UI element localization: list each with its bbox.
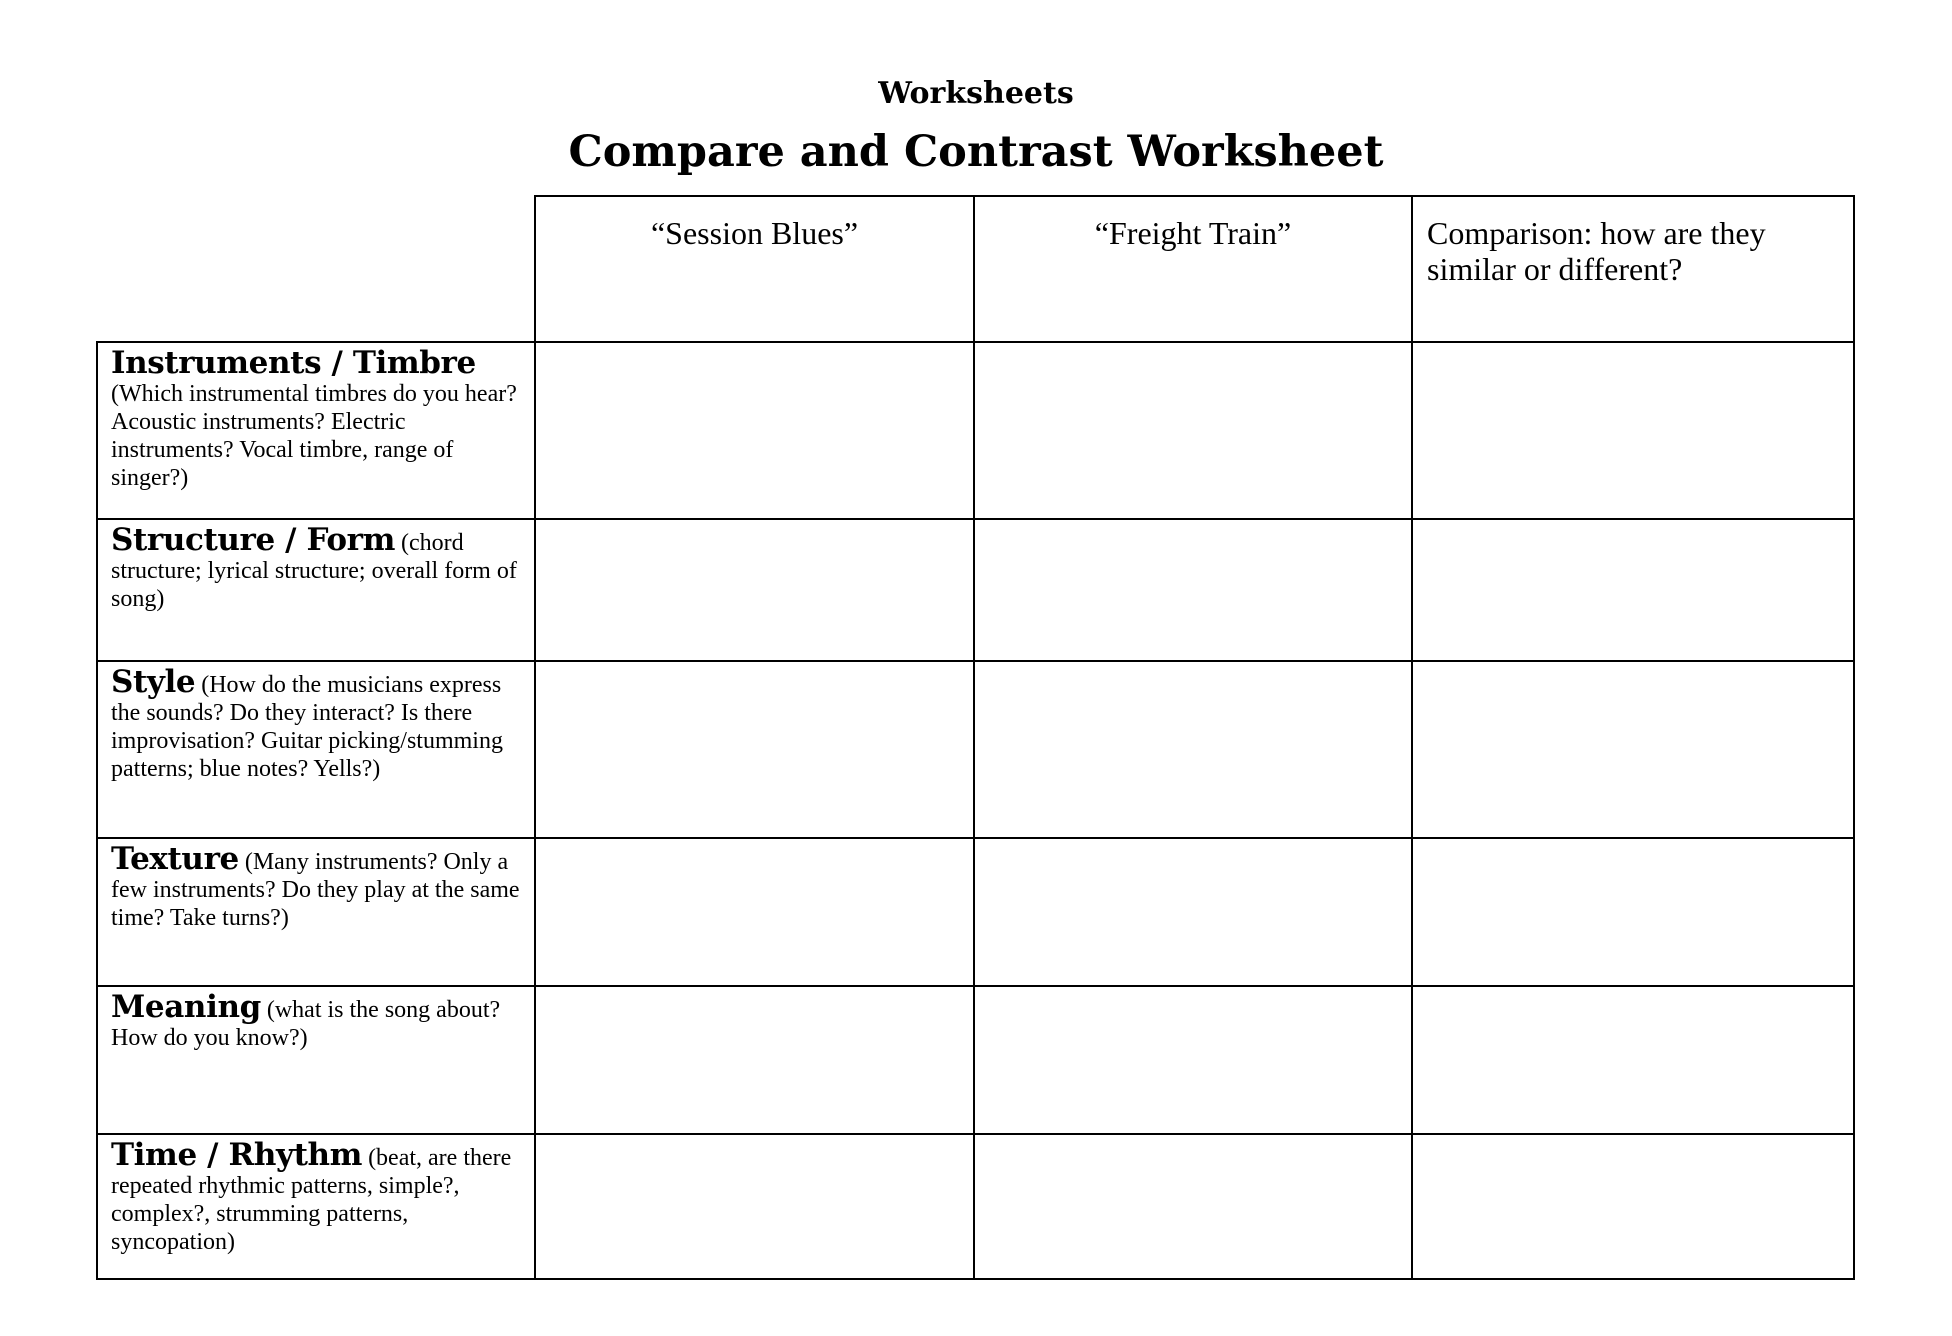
answer-cell-freight-train[interactable] (974, 1134, 1412, 1279)
answer-cell-freight-train[interactable] (974, 519, 1412, 661)
criteria-cell (97, 519, 535, 661)
table-row-time-rhythm (97, 1134, 1854, 1279)
criteria-description: (chord structure; lyrical structure; overall form of song) (111, 530, 517, 612)
criteria-name: Meaning (111, 989, 261, 1025)
compare-contrast-table (96, 195, 1855, 1280)
answer-cell-session-blues[interactable] (535, 986, 974, 1134)
answer-cell-session-blues[interactable] (535, 661, 974, 838)
criteria-name: Time / Rhythm (111, 1137, 363, 1173)
table-row-style (97, 661, 1854, 838)
answer-cell-comparison[interactable] (1412, 838, 1854, 986)
table-row-meaning (97, 986, 1854, 1134)
criteria-cell (97, 986, 535, 1134)
answer-cell-comparison[interactable] (1412, 519, 1854, 661)
column-header-label: Comparison: how are they similar or different? (1427, 215, 1766, 287)
criteria-name: Structure / Form (111, 522, 395, 558)
criteria-description: (How do the musicians express the sounds? Do they interact? Is there improvisation? Guitar picking/stumming patterns; blue notes? Yells?) (111, 672, 503, 782)
answer-cell-comparison[interactable] (1412, 986, 1854, 1134)
answer-cell-freight-train[interactable] (974, 986, 1412, 1134)
criteria-name: Texture (111, 841, 239, 877)
criteria-description: (what is the song about? How do you know?) (111, 997, 501, 1051)
table-row-texture (97, 838, 1854, 986)
empty-corner-cell (97, 196, 535, 342)
answer-cell-session-blues[interactable] (535, 838, 974, 986)
worksheets-header: Worksheets (878, 76, 1074, 111)
criteria-cell (97, 661, 535, 838)
answer-cell-comparison[interactable] (1412, 342, 1854, 519)
answer-cell-comparison[interactable] (1412, 661, 1854, 838)
table-header-row (97, 196, 1854, 342)
criteria-name: Style (111, 664, 196, 700)
answer-cell-freight-train[interactable] (974, 838, 1412, 986)
column-header-label: “Freight Train” (1094, 215, 1292, 251)
criteria-description: (beat, are there repeated rhythmic patterns, simple?, complex?, strumming patterns, syncopation) (111, 1145, 512, 1255)
answer-cell-session-blues[interactable] (535, 1134, 974, 1279)
criteria-cell (97, 838, 535, 986)
column-header-freight-train (974, 196, 1412, 342)
criteria-cell (97, 342, 535, 519)
answer-cell-session-blues[interactable] (535, 519, 974, 661)
column-header-session-blues (535, 196, 974, 342)
column-header-label: “Session Blues” (650, 215, 859, 251)
criteria-description: (Which instrumental timbres do you hear? Acoustic instruments? Electric instruments? Vocal timbre, range of singer?) (111, 381, 517, 491)
answer-cell-freight-train[interactable] (974, 342, 1412, 519)
answer-cell-comparison[interactable] (1412, 1134, 1854, 1279)
answer-cell-session-blues[interactable] (535, 342, 974, 519)
page-title: Compare and Contrast Worksheet (568, 127, 1384, 177)
table-row-instruments-timbre (97, 342, 1854, 519)
column-header-comparison (1412, 196, 1854, 342)
answer-cell-freight-train[interactable] (974, 661, 1412, 838)
criteria-cell (97, 1134, 535, 1279)
table-row-structure-form (97, 519, 1854, 661)
criteria-description: (Many instruments? Only a few instruments? Do they play at the same time? Take turns?) (111, 849, 520, 931)
criteria-name: Instruments / Timbre (111, 345, 476, 381)
